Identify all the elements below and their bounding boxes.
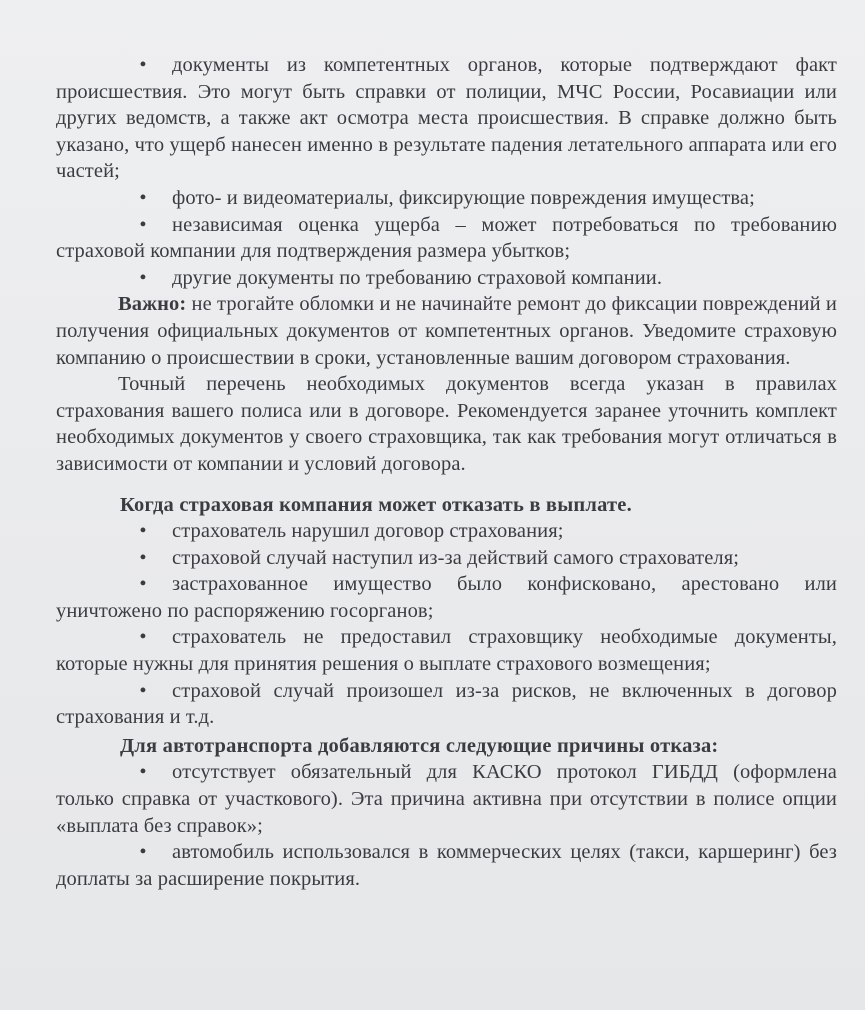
- list-item: [56, 545, 837, 572]
- list-item: [56, 518, 837, 545]
- important-text: не трогайте обломки и не начинайте ремонт до фиксации повреждений и получения официальных документов от компетентных органов. Уведомите страховую компанию о происшествии в сроки, установленные вашим договором страхования.: [56, 293, 837, 369]
- list-item-text: страховой случай наступил из-за действий самого страхователя;: [172, 546, 740, 569]
- list-item: [56, 212, 837, 265]
- list-item-text: застрахованное имущество было конфисковано, арестовано или уничтожено по распоряжению госорганов;: [56, 573, 837, 622]
- bullet-icon: •: [139, 546, 147, 569]
- bullet-icon: •: [139, 626, 147, 649]
- important-label: Важно:: [118, 293, 187, 316]
- documents-paragraph: Точный перечень необходимых документов всегда указан в правилах страхования вашего полиса или в договоре. Рекомендуется заранее уточнить комплект необходимых документов у своего страховщика, так как требования могут отличаться в зависимости от компании и условий договора.: [56, 373, 837, 475]
- bullet-icon: •: [139, 266, 147, 289]
- list-item: [56, 839, 837, 892]
- list-item: [56, 185, 837, 212]
- important-note: [56, 291, 837, 371]
- bullet-icon: •: [139, 186, 147, 209]
- vehicle-heading: Для автотранспорта добавляются следующие причины отказа:: [120, 734, 719, 757]
- bullet-icon: •: [139, 520, 147, 543]
- bullet-icon: •: [139, 213, 147, 236]
- bullet-icon: •: [139, 761, 147, 784]
- bullet-icon: •: [139, 841, 147, 864]
- list-item-text: страховой случай произошел из-за рисков, не включенных в договор страхования и т.д.: [56, 679, 837, 729]
- list-item-text: другие документы по требованию страховой компании.: [172, 266, 663, 289]
- list-item-text: отсутствует обязательный для КАСКО протокол ГИБДД (оформлена только справка от участкового). Эта причина активна при отсутствии в полисе опции «выплата без справок»;: [56, 761, 837, 837]
- bullet-icon: •: [139, 573, 147, 596]
- list-item-text: автомобиль использовался в коммерческих целях (такси, каршеринг) без доплаты за расширение покрытия.: [56, 841, 837, 890]
- bullet-icon: •: [139, 54, 147, 76]
- list-item: [56, 571, 837, 624]
- list-item: [56, 52, 837, 185]
- list-item-text: страхователь не предоставил страховщику необходимые документы, которые нужны для принятия решения о выплате страхового возмещения;: [56, 626, 837, 676]
- list-item-text: фото- и видеоматериалы, фиксирующие повреждения имущества;: [172, 186, 755, 209]
- list-item-text: независимая оценка ущерба – может потребоваться по требованию страховой компании для подтверждения размера убытков;: [56, 213, 837, 263]
- list-item: [56, 624, 837, 677]
- bullet-icon: •: [139, 679, 147, 702]
- list-item: [56, 678, 837, 731]
- list-item-text: страхователь нарушил договор страхования;: [172, 520, 564, 543]
- list-item-text: документы из компетентных органов, которые подтверждают факт происшествия. Это могут быть справки от полиции, МЧС России, Росавиации или других ведомств, а также акт осмотра места происшествия. В справке должно быть указано, что ущерб нанесен именно в результате падения летательного аппарата или его частей;: [56, 54, 837, 183]
- list-item: [56, 759, 837, 839]
- refusal-heading: Когда страховая компания может отказать в выплате.: [120, 493, 632, 516]
- list-item: [56, 265, 837, 292]
